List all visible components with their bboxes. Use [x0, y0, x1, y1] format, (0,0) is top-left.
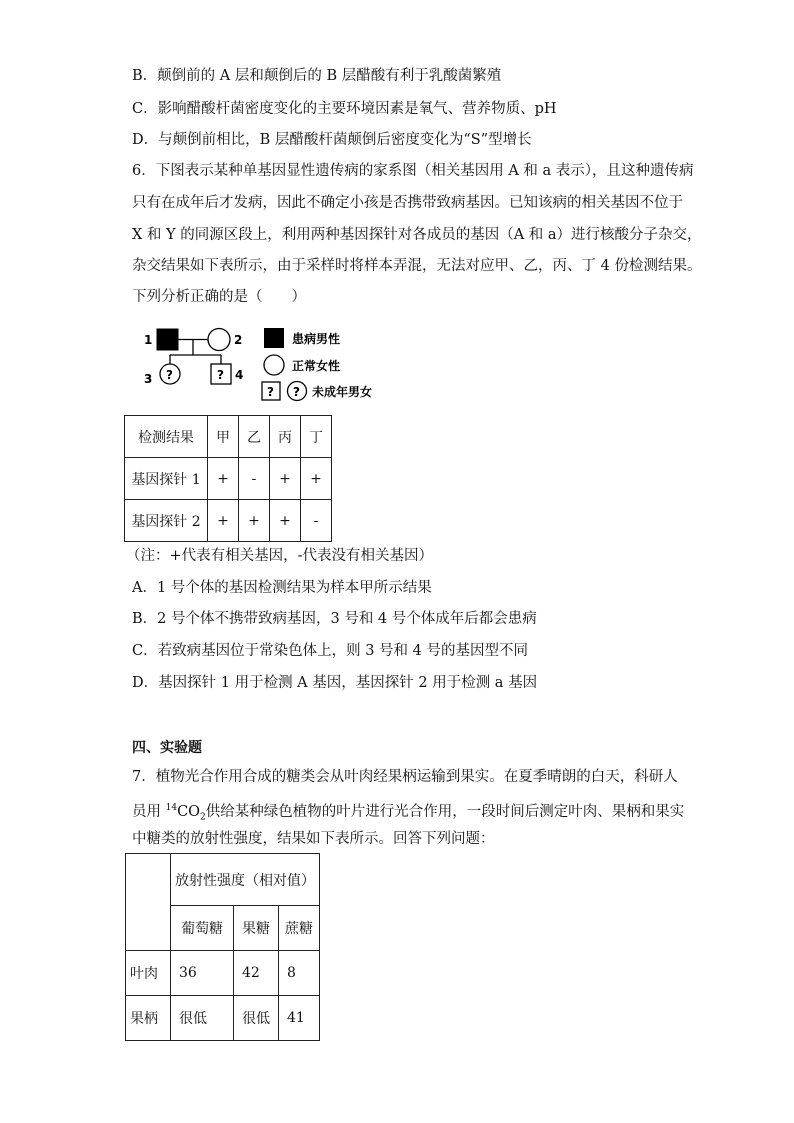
question-6-line-2: 只有在成年后才发病，因此不确定小孩是否携带致病基因。已知该病的相关基因不位于 [132, 195, 683, 211]
option-b-q6: B．2 号个体不携带致病基因，3 号和 4 号个体成年后都会患病 [132, 611, 537, 627]
table-row-label: 果柄 [126, 996, 171, 1041]
table-cell: 基因探针 2 [125, 500, 208, 542]
table-header-cell: 乙 [239, 416, 270, 458]
option-c-q5: C．影响醋酸杆菌密度变化的主要环境因素是氧气、营养物质、pH [132, 101, 557, 117]
question-6-line-3: X 和 Y 的同源区段上，利用两种基因探针对各成员的基因（A 和 a）进行核酸分子杂交， [132, 227, 702, 243]
table-row-label: 叶肉 [126, 951, 171, 996]
table-cell: 很低 [234, 996, 279, 1041]
table-cell: 41 [279, 996, 320, 1041]
normal-female-2 [208, 329, 230, 351]
table-row [125, 458, 332, 500]
table-row [125, 500, 332, 542]
table-cell: + [208, 458, 239, 500]
table-header-cell: 检测结果 [125, 416, 208, 458]
option-a-q6: A．1 号个体的基因检测结果为样本甲所示结果 [132, 580, 432, 596]
option-d-q5: D．与颠倒前相比，B 层醋酸杆菌颠倒后密度变化为“S”型增长 [132, 132, 532, 148]
pedigree-diagram [140, 322, 410, 402]
section-heading: 四、实验题 [132, 740, 202, 756]
pedigree-number-2: 2 [234, 333, 243, 347]
table-row [126, 854, 320, 906]
table-header-cell: 丁 [301, 416, 332, 458]
table-row [126, 996, 320, 1041]
table-cell: - [301, 500, 332, 542]
table-corner-cell [126, 854, 171, 951]
legend-normal-female-icon [264, 355, 284, 375]
legend-affected-male: 患病男性 [292, 332, 341, 346]
pedigree-number-4: 4 [235, 368, 244, 382]
question-6-line-5: 下列分析正确的是（ ） [132, 289, 306, 305]
table-cell: 基因探针 1 [125, 458, 208, 500]
table-cell: - [239, 458, 270, 500]
table-cell: 42 [234, 951, 279, 996]
legend-minor: 未成年男女 [312, 385, 373, 399]
radioactivity-table [125, 853, 320, 1041]
pedigree-number-1: 1 [144, 333, 153, 347]
table-row [126, 951, 320, 996]
table-header-cell: 葡萄糖 [171, 906, 234, 951]
table-cell: + [270, 458, 301, 500]
question-7-line-2: 员用 $^{14}CO_2$供给某种绿色植物的叶片进行光合作用，一段时间后测定叶肉、果柄和果实 [132, 803, 685, 823]
option-c-q6: C．若致病基因位于常染色体上，则 3 号和 4 号的基因型不同 [132, 643, 528, 659]
table-header-cell: 甲 [208, 416, 239, 458]
table-note: （注：+代表有相关基因，-代表没有相关基因） [126, 548, 434, 564]
affected-male-1 [157, 329, 178, 350]
question-7-line-3: 中糖类的放射性强度，结果如下表所示。回答下列问题： [132, 831, 495, 847]
question-6-line-1: 6．下图表示某种单基因显性遗传病的家系图（相关基因用 A 和 a 表示），且这种遗传病 [132, 163, 694, 179]
question-6-line-4: 杂交结果如下表所示，由于采样时将样本弄混，无法对应甲、乙，丙、丁 4 份检测结果。 [132, 258, 702, 274]
pedigree-number-3: 3 [144, 372, 153, 386]
table-cell: 很低 [171, 996, 234, 1041]
table-cell: 8 [279, 951, 320, 996]
table-header-cell: 丙 [270, 416, 301, 458]
unknown-mark-4: ? [217, 368, 224, 382]
legend-affected-male-icon [264, 328, 284, 348]
legend-normal-female: 正常女性 [292, 359, 341, 373]
question-7-line-1: 7．植物光合作用合成的糖类会从叶肉经果柄运输到果实。在夏季晴朗的白天，科研人 [132, 769, 678, 785]
unknown-mark-3: ? [166, 368, 173, 382]
table-cell: + [301, 458, 332, 500]
table-row [125, 416, 332, 458]
probe-result-table [124, 415, 332, 542]
table-group-header: 放射性强度（相对值） [171, 854, 320, 906]
table-cell: + [270, 500, 301, 542]
table-header-cell: 蔗糖 [279, 906, 320, 951]
table-cell: + [239, 500, 270, 542]
table-cell: 36 [171, 951, 234, 996]
table-header-cell: 果糖 [234, 906, 279, 951]
option-d-q6: D．基因探针 1 用于检测 A 基因，基因探针 2 用于检测 a 基因 [132, 675, 538, 691]
table-cell: + [208, 500, 239, 542]
svg-text:?: ? [293, 385, 300, 399]
svg-text:?: ? [267, 385, 274, 399]
option-b-q5: B．颠倒前的 A 层和颠倒后的 B 层醋酸有利于乳酸菌繁殖 [132, 68, 502, 84]
